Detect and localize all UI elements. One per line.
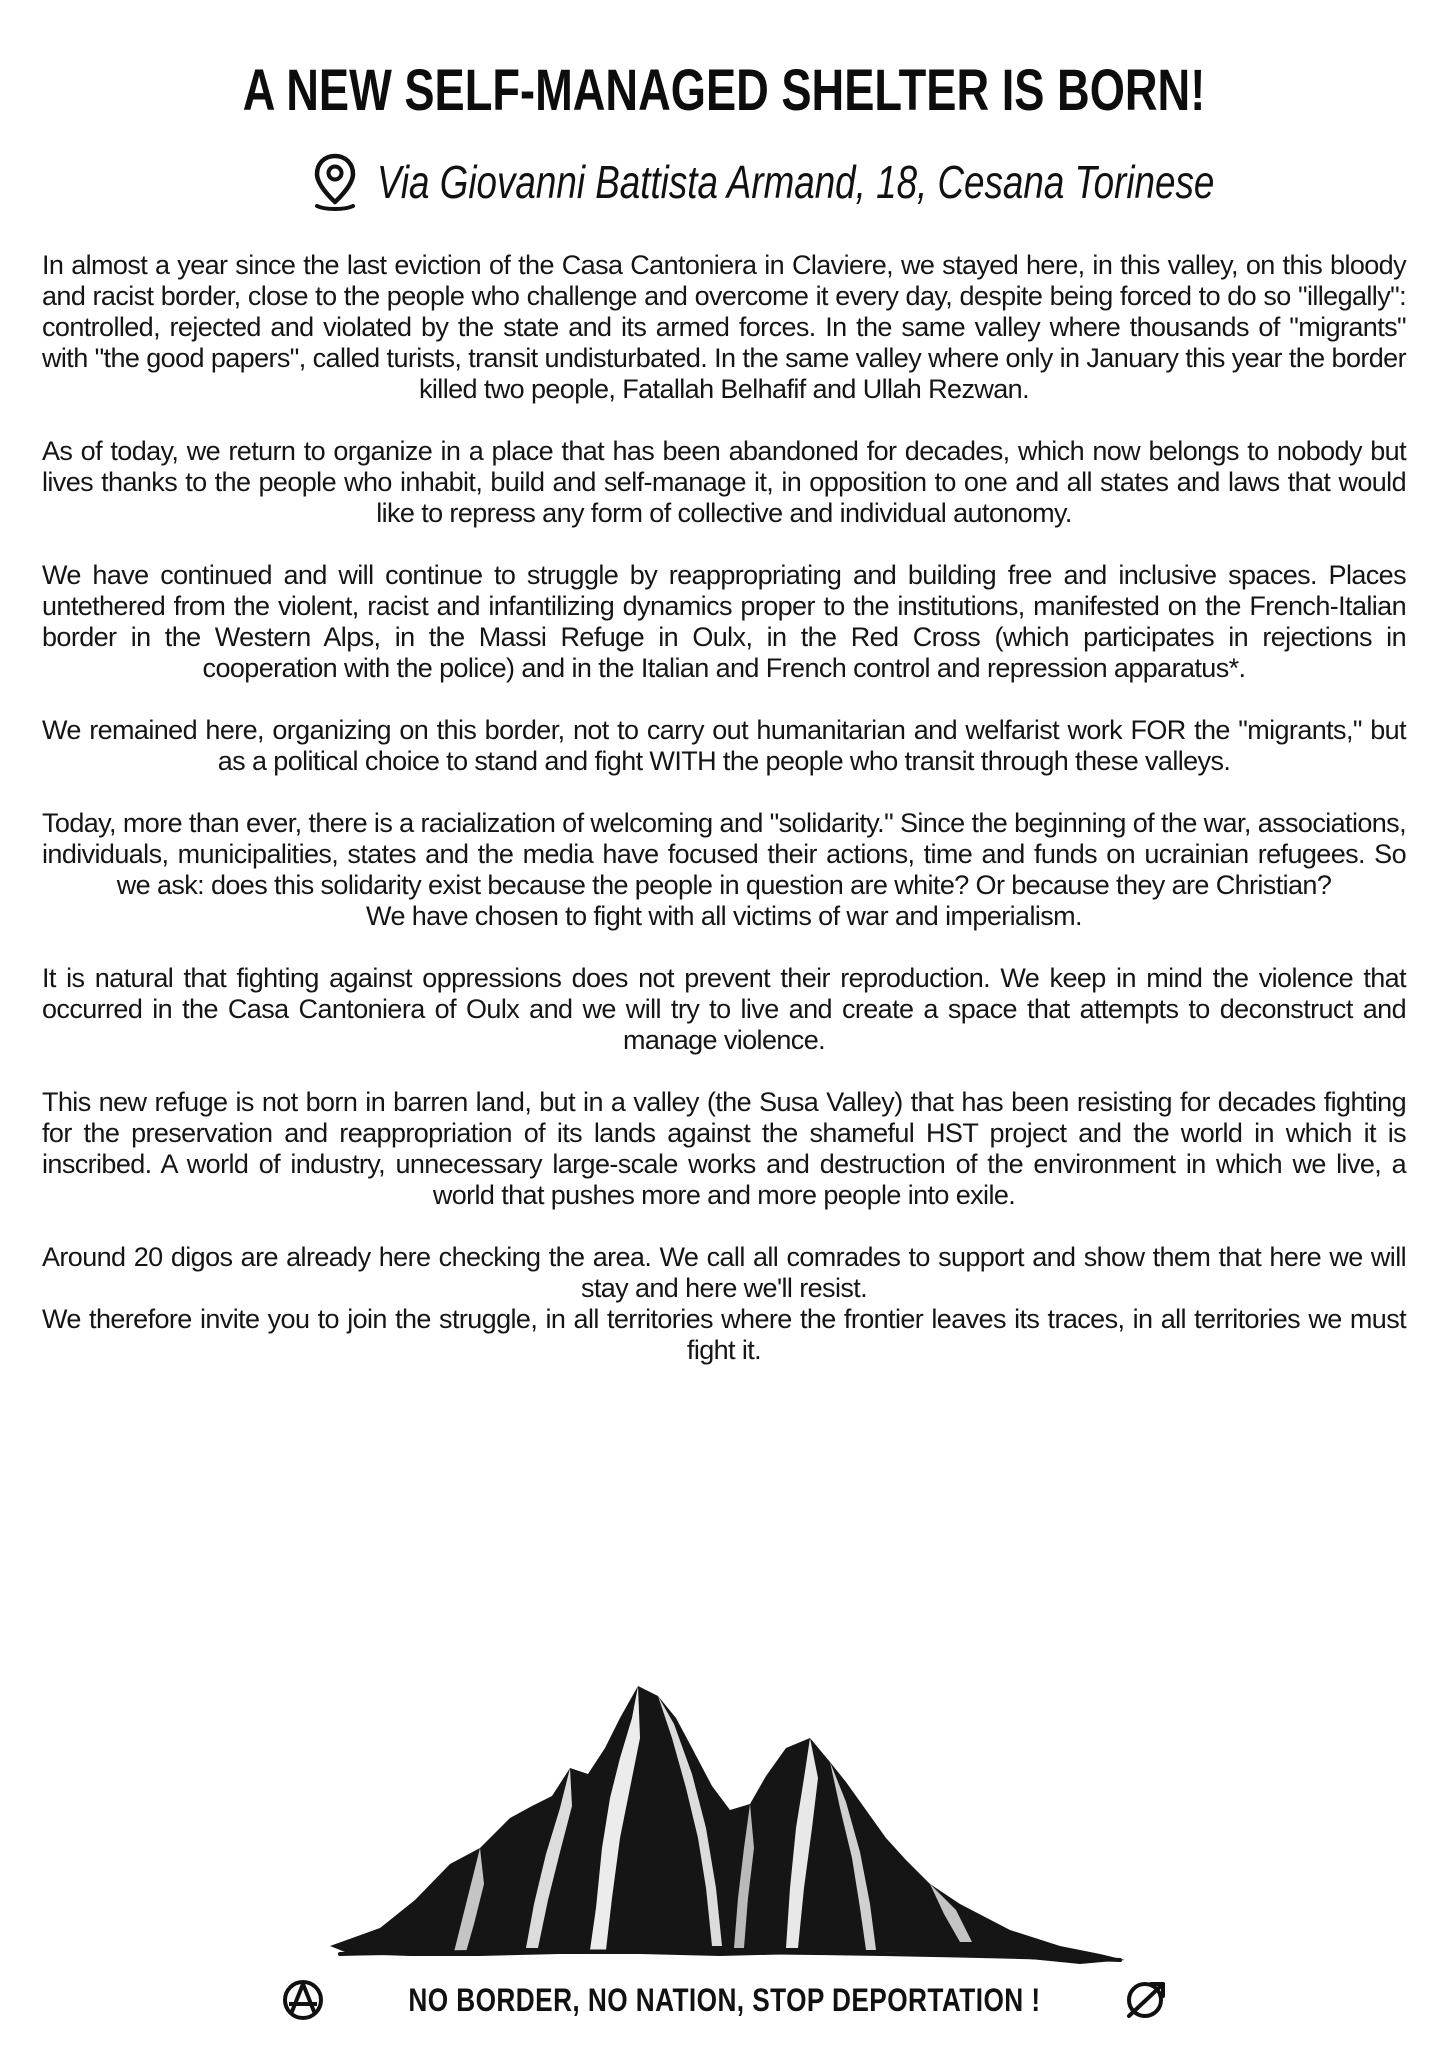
- invite-line: We therefore invite you to join the struggle, in all territories where the frontier leaves its traces, in all territories we must fight it.: [42, 1304, 1406, 1365]
- slogan-text: NO BORDER, NO NATION, STOP DEPORTATION !: [407, 1982, 1041, 2018]
- body-text: [42, 250, 1406, 1366]
- address: Via Giovanni Battista Armand, 18, Cesana Torinese: [377, 156, 1215, 208]
- war-line: We have chosen to fight with all victims of war and imperialism.: [366, 901, 1082, 931]
- call-text: Around 20 digos are already here checking the area. We call all comrades to support and show them that here we will stay and here we'll resist.: [42, 1242, 1406, 1303]
- footer-slogan-row: [0, 1978, 1448, 2022]
- paragraph-susa-valley: This new refuge is not born in barren land, but in a valley (the Susa Valley) that has been resisting for decades fighting for the preservation and reappropriation of its lands against the shameful HST project and the world in which it is inscribed. A world of industry, unnecessary large-scale works and destruction of the environment in which we live, a world that pushes more and more people into exile.: [42, 1087, 1406, 1210]
- page-title: A NEW SELF-MANAGED SHELTER IS BORN!: [242, 58, 1206, 123]
- location-pin-icon: [311, 152, 359, 212]
- paragraph-oppressions: It is natural that fighting against oppressions does not prevent their reproduction. We keep in mind the violence that occurred in the Casa Cantoniera of Oulx and we will try to live and create a space that attempts to deconstruct and manage violence.: [42, 963, 1406, 1055]
- paragraph-call: [42, 1242, 1406, 1366]
- paragraph-struggle: We have continued and will continue to struggle by reappropriating and building free and inclusive spaces. Places untethered from the violent, racist and infantilizing dynamics proper to the institutions, manifested on the French-Italian border in the Western Alps, in the Massi Refuge in Oulx, in the Red Cross (which participates in rejections in cooperation with the police) and in the Italian and French control and repression apparatus*.: [42, 560, 1406, 683]
- paragraph-organize: As of today, we return to organize in a place that has been abandoned for decades, which now belongs to nobody but lives thanks to the people who inhabit, build and self-manage it, in opposition to one and all states and laws that would like to repress any form of collective and individual autonomy.: [42, 436, 1406, 528]
- mountain-illustration: [320, 1678, 1140, 1968]
- paragraph-solidarity: [42, 808, 1406, 932]
- paragraph-border: We remained here, organizing on this border, not to carry out humanitarian and welfarist work FOR the "migrants," but as a political choice to stand and fight WITH the people who transit through these valleys.: [42, 715, 1406, 776]
- paragraph-eviction: In almost a year since the last eviction of the Casa Cantoniera in Claviere, we stayed here, in this valley, on this bloody and racist border, close to the people who challenge and overcome it every day, despite being forced to do so "illegally": controlled, rejected and violated by the state and its armed forces. In the same valley where thousands of "migrants" with "the good papers", called turists, transit undisturbated. In the same valley where only in January this year the border killed two people, Fatallah Belhafif and Ullah Rezwan.: [42, 250, 1406, 404]
- anti-fascist-symbol-icon: [1123, 1978, 1167, 2022]
- solidarity-text: Today, more than ever, there is a racialization of welcoming and "solidarity." Since the beginning of the war, associations, individuals, municipalities, states and the media have focused their actions, time and funds on ucrainian refugees. So we ask: does this solidarity exist because the people in question are white? Or because they are Christian?: [42, 808, 1406, 900]
- anarchy-symbol-icon: [281, 1978, 325, 2022]
- address-row: [0, 152, 1448, 212]
